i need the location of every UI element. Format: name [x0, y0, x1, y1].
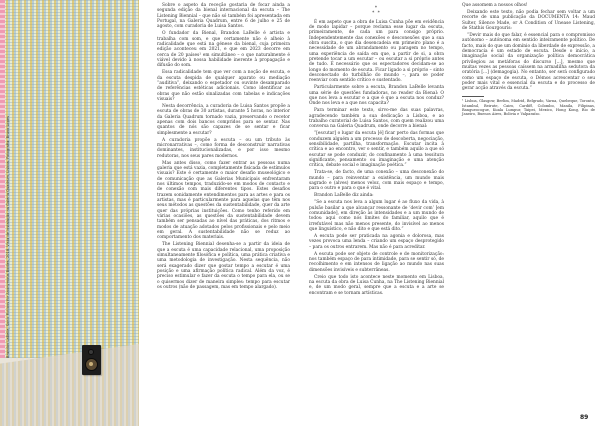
- paragraph: Mas antes disso, como fazer entrar as pessoas numa galeria que está vazia, completamente fisicada de estímulos visuais? Este é certamente o maior desafio museológico e de comunicação que as Galerias Municipais enfrentaram nos últimos tempos, traduzido-se em modos de contacto e de conexão com mais diferentes tipos. Estes desafios trazem sonidamente entendimentos para as artes e para os artistas, mas é particularmente para aquelas que têm nos seus métodos as questões da sustentabilidade, quer da arte quer das próprias instituições. Como tenho referido em várias ocasiões, as questões da sustentabilidade devem também ser pensadas ao nível das práticas, dos ritmos e modos de atuação adotados pelos profissionais e pelo meio em geral. A sustentabilidade não se reduz ao comportamento dos materiais.: [157, 160, 290, 241]
- paragraph: Nesta decorrência, a curadoria de Luisa Santos propõe a escuta de obras de 30 artistas, durante 5 horas, no interior da Galeria Quadrum tornado vazia, preservando o recetor apenas com dois bancos compridos para se sentar. Nas quantos de nós são capazes de se sentar e ficar simplesmente a escutar?: [157, 103, 290, 136]
- patterned-wall: [0, 0, 139, 358]
- speaker-icon: [82, 345, 101, 375]
- text-column-2: [309, 3, 444, 297]
- page-number: 89: [580, 414, 589, 421]
- paragraph: Para terminar este texto, sirvo-me das suas palavras, agradecendo também a sua dedicação a Lisboa, e ao trabalho curatorial de Luisa Santos, com quem realizou uma conversa na Galeria Quadrum, onde decorre a bienal:: [309, 108, 444, 130]
- paragraph: Deixando este texto, não podia fechar sem voltar a um recorte de uma publicação da DOCUMENTA 14: Maud Sulter, Silence Made, or A Condition of Unease Listening, de Stathis Gourgouris:: [462, 9, 595, 31]
- page-edge-strip: [0, 0, 5, 358]
- quote-paragraph: “Devir mais do que falar, é essencial para o compromisso autónomo – autónoma em sentido inteiramente político. De facto, mais do que um domínio da liberdade de expressão, a democracia é um estado de escuta. Desde o início, a imaginação social da organização política democrática privilegiou as metáforas do discurso [...], mesmo que muitas vezes as pessoas caíssem na armadilha sedutora da oratória [...] (demagogia). No entanto, ser será configurado como um espaço de escuta, o Démos acrescentar o seu poder mais vital e essencial da escuta e do processo de gerar acção através da escuta.”: [462, 32, 595, 92]
- photo-caption: Brandon LaBelle, Sonic Fictions for Anonymous Bodies, 2018. Vista de instalação na Galeria Quadrum, Lisboa. Fotografia: Bruno Lopes: [6, 116, 10, 358]
- paragraph: A escuta pode ser objeto de controle e de monitorização: nos também espaço de para intimidade, para se sentir só, de recolhimento e em intensos de ligação ao mundo nas suas dimensões invisíveis e subterrâneas.: [309, 251, 444, 273]
- paragraph: Que assomem a nossos olhos!: [462, 3, 528, 8]
- paragraph: Brandon LaBelle diz ainda:: [314, 193, 374, 199]
- paragraph: “[escutar] o lugar da escuta [é] ficar perto das formas que conduzem alguém a um processo de descoberta, negociação, sensibilidade, partilha, transformação. Escutar incita à crítica e ao encontro, ver o sentir, e também aquilo a que só escutar se pode conduzir, do confinamento à uma tessitura significante, pensamento ou imaginação e uma atenção crítica, debate social e imaginação poética.”: [309, 131, 444, 169]
- paragraph: É em aspeto que a obra de Luisa Cunha põe em evidência de modo lapidar – porque reclama esse lugar da escuta, primeiramente, de cada um para consigo próprio. Independentemente das conexões e desconexões que a sua obra suscita, o que dia desencadeia em primeiro plano é a necessidade de um abrandamento ou paragem no tempo, uma experiência de saída em que, a partir de si, a obra pretende tocar a um escutar – ou escutar a si próprio antes de tudo. É necessário que os espectadores decidam-se ao longo do momento de escuta. Ficar ligado a si próprio – sinto desconectado do turbilhão do mundo –, para se poder reenviar com sentido crítico e sustentado.: [309, 19, 444, 84]
- text-column-1: [157, 3, 290, 292]
- footnote: ¹ Lisboa, Glasgow, Berlim, Madrid, Belgrado, Varna, Quebeque, Toronto, Istambul, Beirute, Cairo, Cardiff, Colombo, Manila, Filipinas, Bangueocogue, Kuala Lumpur, Taipei, Mexico, Hong Kong, Rio de Janeiro, Buenos Aires, Bolivia e Valparaíso.: [462, 99, 595, 117]
- speaker-woofer: [85, 358, 98, 371]
- paragraph: A escuta pode ser praticada na agonia e dolorosa, mas vezes provoca uma lenda – criando um espaço desprotegido – para os outros entrarem. Mas não é para acreditar.: [309, 233, 444, 250]
- paragraph: O fundador da Bienal, Brandon LaBelle é artista e trabalha com som, e que certamente não é alheio à radicalidade que está na génese da bienal, cuja primeira edição aconteceu em 2021, e que em 2023 decorre em cerca de 20 países¹ em simultâneo – o que naturalmente é viável devido à nossa habilidade inerente à propagação e difusão do som.: [157, 31, 290, 69]
- footnote-rule: [462, 96, 484, 97]
- paragraph: Sobre o aspeto da receção gostaria de focar ainda a segunda edição da bienal internacional da escuta – The Listening Biennial – que não só também foi apresentada em Portugal, na Galeria Quadrum, entre 6 de julho e 25 de agosto, com curadoria de Luisa Santos.: [157, 3, 290, 30]
- installation-photo: [0, 0, 139, 426]
- paragraph: The Listening Biennial desenha-se a partir da ideia de que a escuta é uma capacidade relacional, uma proposição simultaneamente filosófica e política, uma prática criativa e uma metodologia de investigação. Nesta sequência, não será exagerado dizer que gostar tempo a escutar é uma posição e uma afirmação política radical. Além da voz, é preciso estimular e fazer da escuta o tempo para ela, ou se o quisermos dizer de maneira simples: tempo para escutar os outros (não de passagem, mas em tempo alargado).: [157, 242, 290, 291]
- paragraph: Essa radicalidade tem que ver com a noção de escuta, e da escuta despida de qualquer aparato ou mediação “auditiva”, deixando o espetador ou ouvinte desamparado de referências estéticas adicionais. Como identificar as obras que não estão sinalizadas com tabelas e indicações visuais?: [157, 70, 290, 103]
- paragraph: Trata-se, de facto, de uma conexão – uma desconexão do mundo – para reinventar a existência, um mundo mais sagrado e (alves) menos veloz, com mais espaço e tempo, para o outro e para o que é vital.: [309, 170, 444, 192]
- paragraph: “Se a escuta nos leva a algum lugar é ao fluxo da vida, à pulsão basilar a que alcançar ressonante de ‘devir com’ [em comunidade], em direção às intensidades e a um mundo de todos: aqui como nós limites do familiar, aquilo que é irrefutável mas não menos presente, do invisível ao menos que linguístico, e não dito e que está dito.”: [309, 200, 444, 232]
- text-column-3: [462, 3, 595, 118]
- paragraph: Particularmente sobre a escuta, Brandon LaBelle levanta uma série de questões fundadoras, no reader da Bienal: O que nos leva a escutar e a que é que a escuta nos conduz? Onde nos leva e a que nos capacita?: [309, 85, 444, 107]
- section-separator: * * *: [372, 6, 381, 17]
- speaker-tweeter: [88, 349, 94, 355]
- paragraph: Creio que todo isto acontece neste momento em Lisboa, na escuta da obra de Luisa Cunha, na The Listening Biennial e, de um modo geral, sempre que a escuta e a arte se encontram e se tornam artísticas.: [309, 274, 444, 296]
- paragraph: A curadoria propõe a escuta – ou um tributo às micronarrativas –, como forma de desconstruir narrativas dominantes, institucionalizadas, e por isso mesmo redutoras, nos seus pares modernos.: [157, 137, 290, 159]
